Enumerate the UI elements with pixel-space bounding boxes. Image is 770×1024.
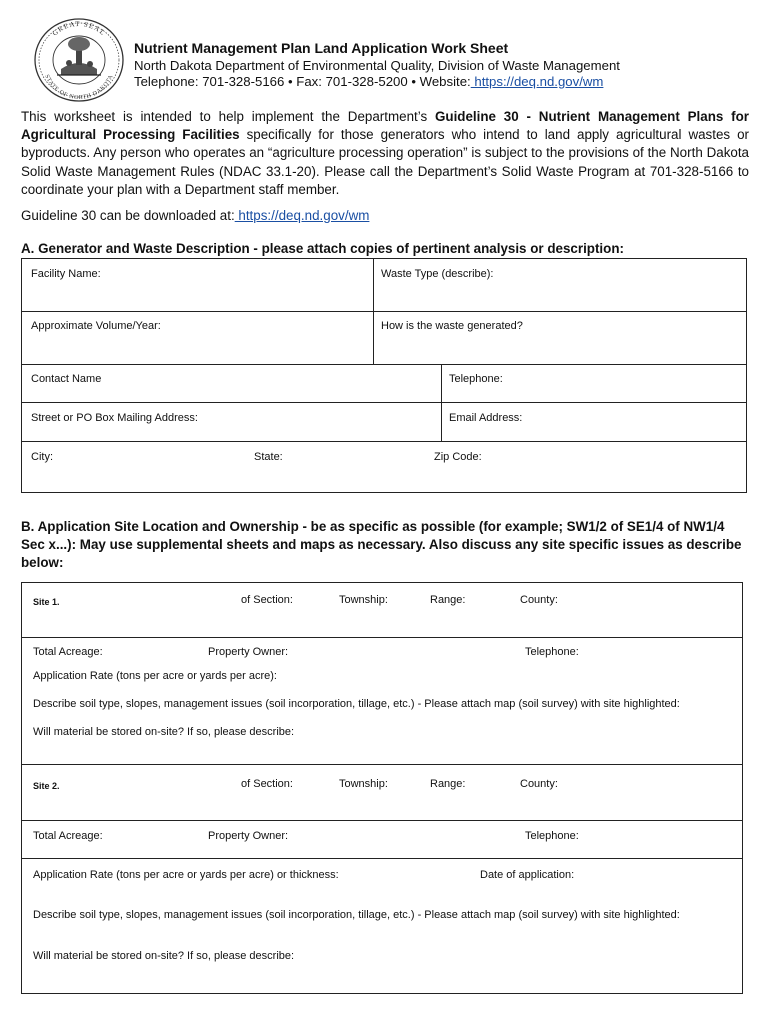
guideline-download [21,208,369,223]
site-2-owner-field[interactable]: Property Owner: [208,830,289,842]
site-2-acreage-field[interactable]: Total Acreage: [33,830,103,842]
email-field[interactable]: Email Address: [449,412,523,424]
intro-text-2: specifically for those generators who intend to land apply agricultural wastes or byproducts. Any person who operates an “agriculture processing operation” is subject to the provisions of the North Dakota Solid Waste Management Rules (NDAC 33.1-20). Please call the Department’s Solid Waste Program at 701-328-5166 to coordinate your plan with a Department staff member. [21,127,749,197]
guideline-text: Guideline 30 can be downloaded at: [21,208,235,223]
state-seal-logo [33,17,125,103]
site-1-county-field[interactable]: County: [520,594,558,606]
facility-name-field[interactable]: Facility Name: [31,268,101,280]
section-a-form [21,258,747,493]
guideline-link[interactable]: https://deq.nd.gov/wm [234,208,370,223]
site-2-label: Site 2. [33,781,60,791]
site-2-date-field[interactable]: Date of application: [480,869,575,881]
mailing-address-field[interactable]: Street or PO Box Mailing Address: [31,412,198,424]
site-2-range-field[interactable]: Range: [430,778,466,790]
city-field[interactable]: City: [31,451,53,463]
document-title: Nutrient Management Plan Land Application Work Sheet [134,40,509,56]
website-link[interactable]: https://deq.nd.gov/wm [470,74,604,89]
site-1-section-field[interactable]: of Section: [241,594,293,606]
site-1-range-field[interactable]: Range: [430,594,466,606]
site-2-stored-field[interactable]: Will material be stored on-site? If so, please describe: [33,950,295,962]
svg-text:STATE OF NORTH DAKOTA: STATE OF NORTH DAKOTA [43,73,115,102]
zip-field[interactable]: Zip Code: [434,451,482,463]
intro-guideline-title: Guideline 30 - Nutrient Management Plans for Agricultural Processing Facilities [21,109,749,143]
intro-paragraph [21,108,749,199]
site-2-section-field[interactable]: of Section: [241,778,293,790]
contact-text: Telephone: 701-328-5166 • Fax: 701-328-5200 • Website: [134,74,471,89]
volume-field[interactable]: Approximate Volume/Year: [31,320,161,332]
site-2-telephone-field[interactable]: Telephone: [525,830,579,842]
contact-line [134,74,603,89]
site-1-owner-field[interactable]: Property Owner: [208,646,289,658]
svg-text:GREAT SEAL: GREAT SEAL [50,19,108,38]
telephone-field[interactable]: Telephone: [449,373,503,385]
site-1-telephone-field[interactable]: Telephone: [525,646,579,658]
section-b-heading: B. Application Site Location and Ownership - be as specific as possible (for example; SW1/2 of SE1/4 of NW1/4 Sec x...): May use supplemental sheets and maps as necessary. Also discuss any site specific issues as describe below: [21,519,742,571]
site-1-label: Site 1. [33,597,60,607]
site-1-soil-field[interactable]: Describe soil type, slopes, management issues (soil incorporation, tillage, etc.) - Please attach map (soil survey) with site highlighted: [33,698,680,710]
site-2-township-field[interactable]: Township: [339,778,388,790]
state-field[interactable]: State: [254,451,283,463]
site-2-county-field[interactable]: County: [520,778,558,790]
agency-line: North Dakota Department of Environmental Quality, Division of Waste Management [134,58,620,73]
site-2-rate-field[interactable]: Application Rate (tons per acre or yards per acre) or thickness: [33,869,339,881]
site-2-soil-field[interactable]: Describe soil type, slopes, management issues (soil incorporation, tillage, etc.) - Please attach map (soil survey) with site highlighted: [33,909,680,921]
intro-text-1: This worksheet is intended to help implement the Department’s [21,109,435,124]
site-1-stored-field[interactable]: Will material be stored on-site? If so, please describe: [33,726,295,738]
site-1-township-field[interactable]: Township: [339,594,388,606]
site-1-acreage-field[interactable]: Total Acreage: [33,646,103,658]
waste-type-field[interactable]: Waste Type (describe): [381,268,494,280]
how-generated-field[interactable]: How is the waste generated? [381,320,523,332]
section-a-heading: A. Generator and Waste Description - please attach copies of pertinent analysis or description: [21,241,624,256]
site-1-rate-field[interactable]: Application Rate (tons per acre or yards per acre): [33,670,277,682]
contact-name-field[interactable]: Contact Name [31,373,102,385]
